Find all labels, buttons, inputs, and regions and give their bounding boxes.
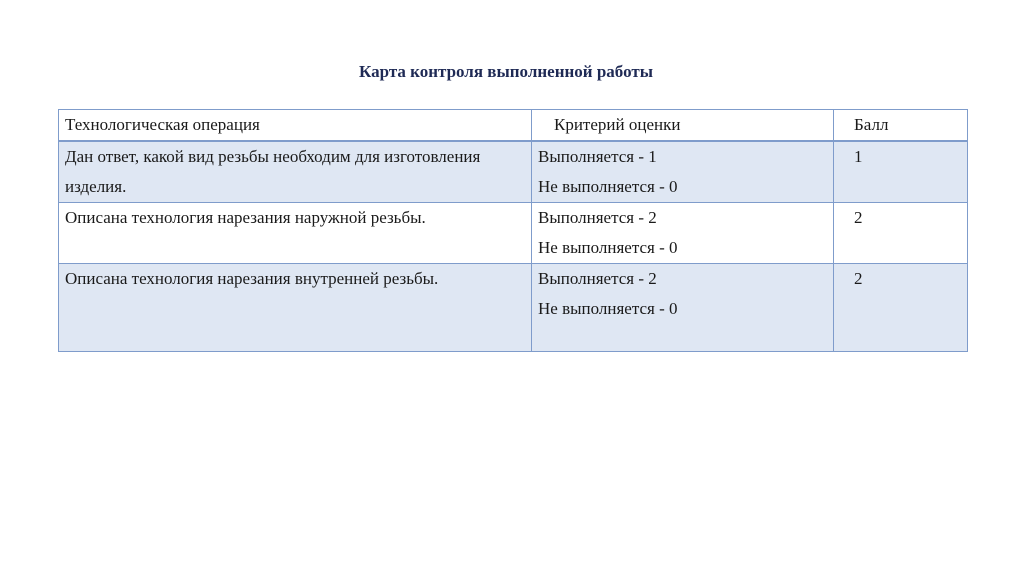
header-score: Балл: [834, 110, 968, 142]
header-criteria: Критерий оценки: [532, 110, 834, 142]
criteria-cell: [532, 264, 834, 352]
criteria-not-done: Не выполняется - 0: [538, 299, 678, 318]
operation-cell: Дан ответ, какой вид резьбы необходим для изготовления изделия.: [59, 141, 532, 203]
criteria-not-done: Не выполняется - 0: [538, 238, 678, 257]
table-row: [59, 141, 968, 203]
score-cell: 2: [834, 203, 968, 264]
control-card-table: [58, 109, 968, 352]
table-header-row: [59, 110, 968, 142]
criteria-done: Выполняется - 1: [538, 147, 657, 166]
criteria-done: Выполняется - 2: [538, 269, 657, 288]
criteria-cell: [532, 203, 834, 264]
operation-cell: Описана технология нарезания внутренней резьбы.: [59, 264, 532, 352]
table-row: [59, 264, 968, 352]
operation-cell: Описана технология нарезания наружной резьбы.: [59, 203, 532, 264]
criteria-done: Выполняется - 2: [538, 208, 657, 227]
score-cell: 2: [834, 264, 968, 352]
criteria-not-done: Не выполняется - 0: [538, 177, 678, 196]
table-row: [59, 203, 968, 264]
score-cell: 1: [834, 141, 968, 203]
criteria-cell: [532, 141, 834, 203]
page-title: Карта контроля выполненной работы: [359, 62, 653, 81]
header-operation: Технологическая операция: [59, 110, 532, 142]
